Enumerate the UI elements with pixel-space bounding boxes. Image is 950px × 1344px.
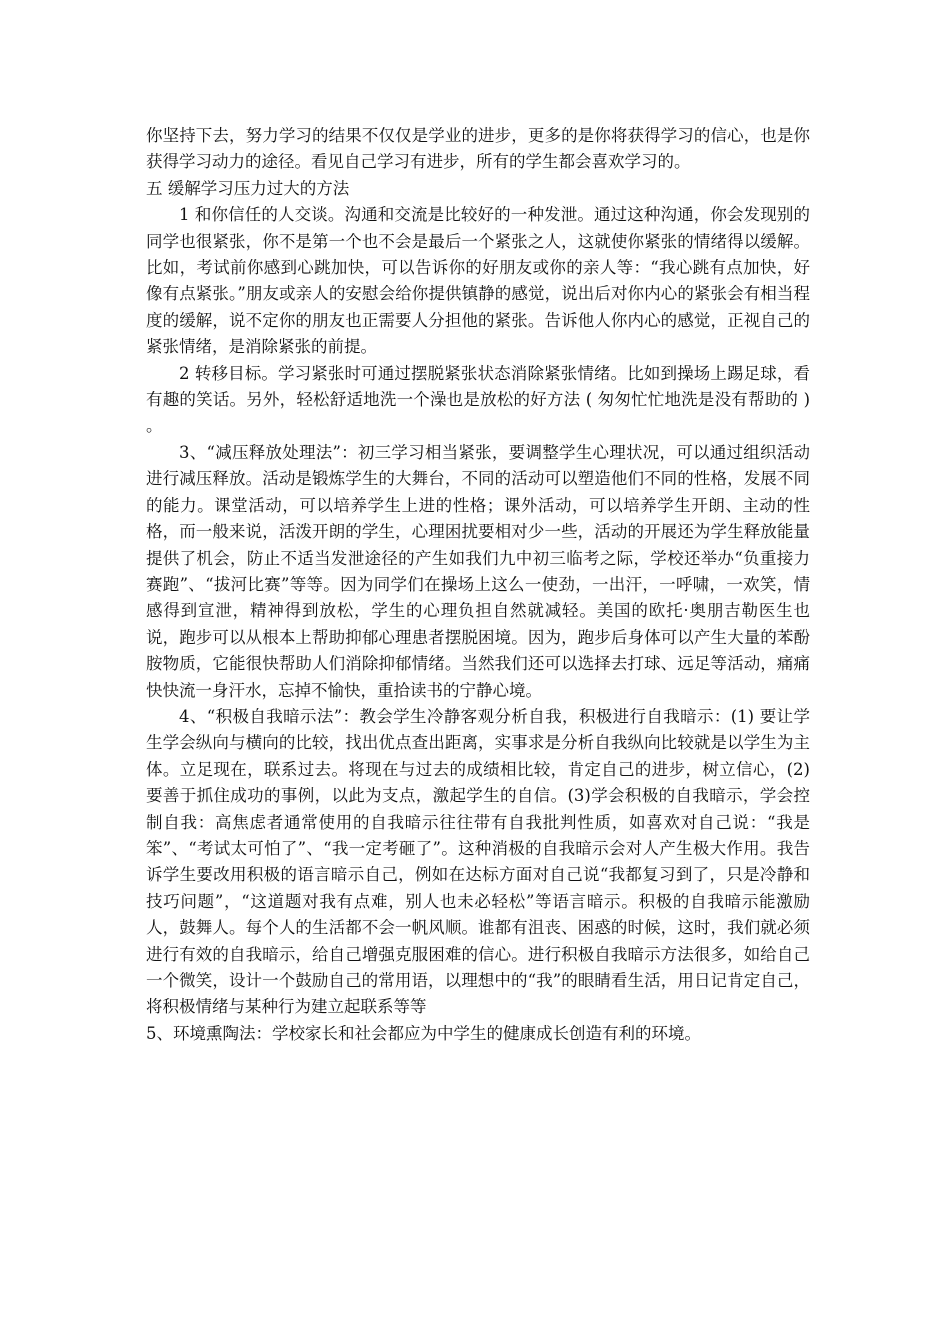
section-heading: 五 缓解学习压力过大的方法 [146,178,350,198]
paragraph-item-3: 3、“减压释放处理法”：初三学习相当紧张，要调整学生心理状况，可以通过组织活动进行减压释放。活动是锻炼学生的大舞台，不同的活动可以塑造他们不同的性格，发展不同的能力。课堂活动，可以培养学生上进的性格；课外活动，可以培养学生开朗、主动的性格，而一般来说，活泼开朗的学生，心理困扰要相对少一些，活动的开展还为学生释放能量提供了机会，防止不适当发泄途径的产生如我们九中初三临考之际，学校还举办“负重接力赛跑”、“拔河比赛”等等。因为同学们在操场上这么一使劲，一出汗，一呼啸，一欢笑，情感得到宣泄，精神得到放松，学生的心理负担自然就减轻。美国的欧托·奥朋吉勒医生也说，跑步可以从根本上帮助抑郁心理患者摆脱困境。因为，跑步后身体可以产生大量的苯酚胺物质，它能很快帮助人们消除抑郁情绪。当然我们还可以选择去打球、远足等活动，痛痛快快流一身汗水，忘掉不愉快，重拾读书的宁静心境。 [146,442,810,700]
paragraph-item-4: 4、“积极自我暗示法”：教会学生冷静客观分析自我，积极进行自我暗示：(1) 要让学生学会纵向与横向的比较，找出优点查出距离，实事求是分析自我纵向比较就是以学生为主体。立足现在，联系过去。将现在与过去的成绩相比较，肯定自己的进步，树立信心，(2) 要善于抓住成功的事例，以此为支点，激起学生的自信。(3)学会积极的自我暗示，学会控制自我：高焦虑者通常使用的自我暗示往往带有自我批判性质，如喜欢对自己说：“我是笨”、“考试太可怕了”、“我一定考砸了”。这种消极的自我暗示会对人产生极大作用。我告诉学生要改用积极的语言暗示自己，例如在达标方面对自己说“我都复习到了，只是冷静和技巧问题”，“这道题对我有点难，别人也未必轻松”等语言暗示。积极的自我暗示能激励人，鼓舞人。每个人的生活都不会一帆风顺。谁都有沮丧、困惑的时候，这时，我们就必须进行有效的自我暗示，给自己增强克服困难的信心。进行积极自我暗示方法很多，如给自己一个微笑，设计一个鼓励自己的常用语，以理想中的“我”的眼睛看生活，用日记肯定自己，将积极情绪与某种行为建立起联系等等 [146,706,810,1017]
paragraph-item-2: 2 转移目标。学习紧张时可通过摆脱紧张状态消除紧张情绪。比如到操场上踢足球，看有趣的笑话。另外，轻松舒适地洗一个澡也是放松的好方法 ( 匆匆忙忙地洗是没有帮助的 ) 。 [146,363,810,436]
paragraph-item-5: 5、环境熏陶法：学校家长和社会都应为中学生的健康成长创造有利的环境。 [146,1023,701,1043]
intro-paragraph: 你坚持下去，努力学习的结果不仅仅是学业的进步，更多的是你将获得学习的信心，也是你获得学习动力的途径。看见自己学习有进步，所有的学生都会喜欢学习的。 [146,126,810,172]
document-page [146,123,810,1047]
paragraph-item-1: 1 和你信任的人交谈。沟通和交流是比较好的一种发泄。通过这种沟通，你会发现别的同学也很紧张，你不是第一个也不会是最后一个紧张之人，这就使你紧张的情绪得以缓解。比如，考试前你感到心跳加快，可以告诉你的好朋友或你的亲人等：“我心跳有点加快，好像有点紧张。”朋友或亲人的安慰会给你提供镇静的感觉，说出后对你内心的紧张会有相当程度的缓解，说不定你的朋友也正需要人分担他的紧张。告诉他人你内心的感觉，正视自己的紧张情绪，是消除紧张的前提。 [146,205,810,357]
